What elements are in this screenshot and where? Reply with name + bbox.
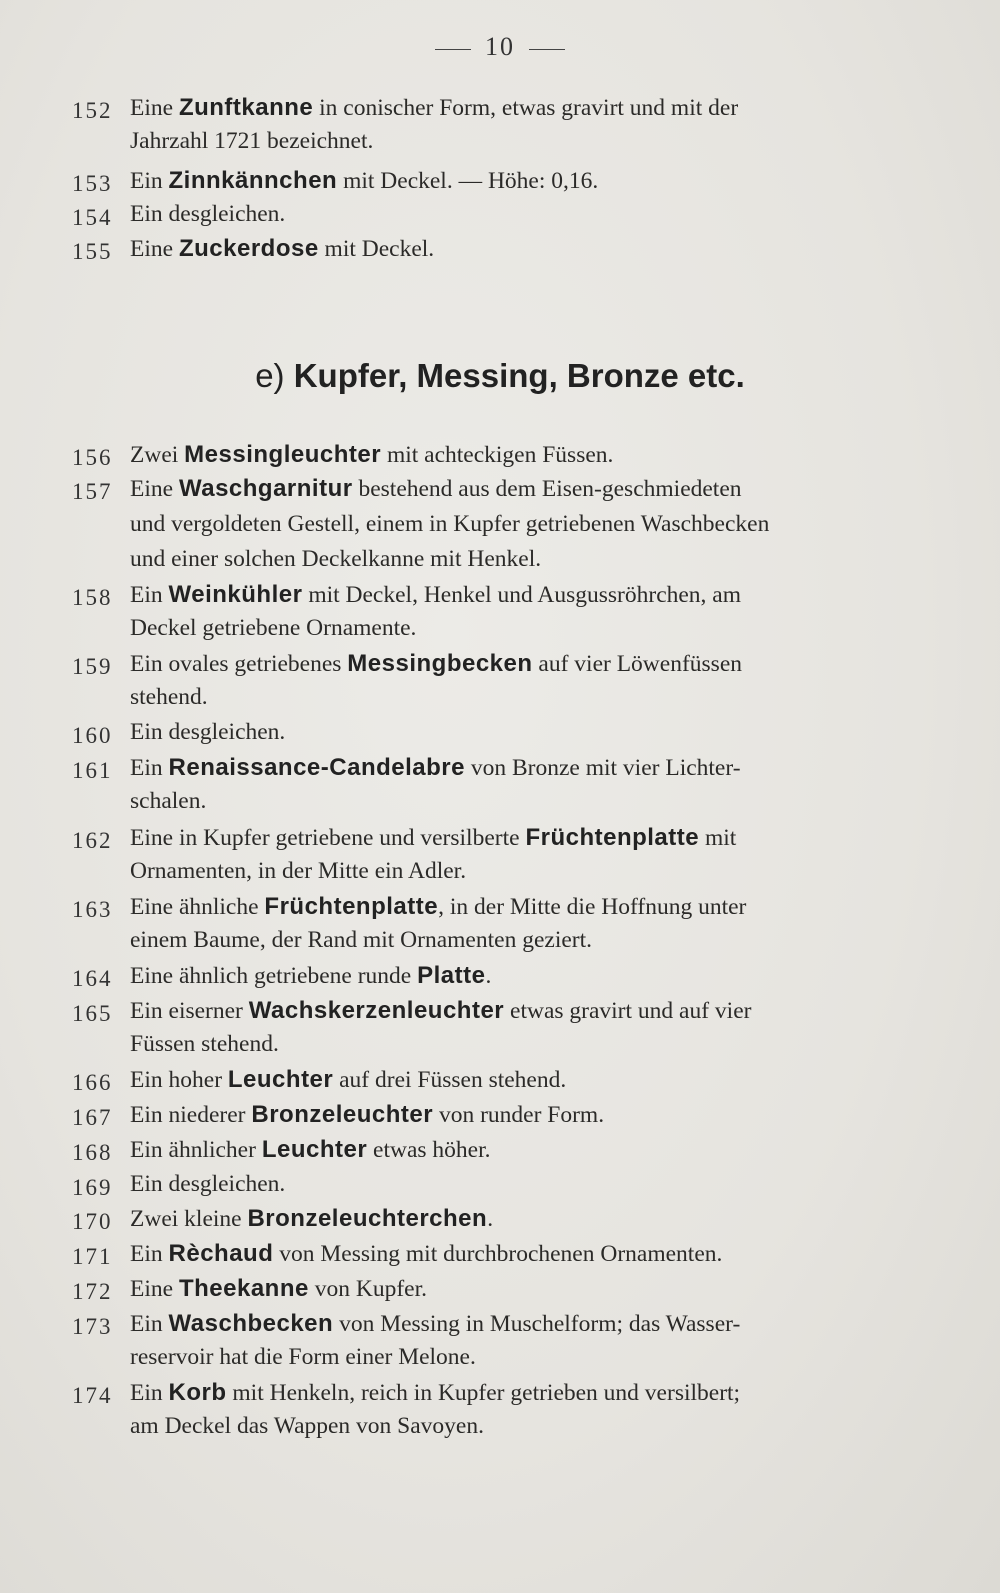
item-description: stehend.: [130, 684, 208, 710]
item-keyword: Rèchaud: [168, 1240, 274, 1267]
item-description: in conischer Form, etwas gravirt und mit der: [313, 95, 739, 121]
item-description: bestehend aus dem Eisen-geschmiedeten: [352, 476, 742, 502]
item-description: Ein ovales getriebenes: [130, 651, 348, 677]
item-description: Ein desgleichen.: [130, 1171, 286, 1197]
entry-text: [130, 1381, 740, 1406]
item-description: Zwei: [130, 442, 185, 468]
item-description: und vergoldeten Gestell, einem in Kupfer getriebenen Waschbecken: [130, 511, 770, 537]
entry-text: [130, 964, 491, 989]
item-description: mit Deckel.: [318, 236, 435, 262]
item-description: mit Deckel, Henkel und Ausgussröhrchen, am: [302, 582, 742, 608]
entry-text-continuation: [130, 513, 769, 537]
entry-text: [130, 721, 285, 745]
item-description: Ornamenten, in der Mitte ein Adler.: [130, 858, 467, 884]
item-description: Ein: [130, 755, 169, 781]
entry-text: [130, 583, 741, 608]
entry-text: [130, 1207, 493, 1232]
item-description: Füssen stehend.: [130, 1031, 279, 1057]
entry-number: 162: [72, 828, 113, 853]
entry-text: [130, 895, 746, 920]
item-keyword: Messingbecken: [347, 650, 533, 677]
entry-text-continuation: [130, 548, 541, 572]
entry-text: [130, 443, 613, 468]
entry-number: 167: [72, 1105, 113, 1130]
entry-text-continuation: [130, 1346, 476, 1370]
item-keyword: Wachskerzenleuchter: [248, 997, 505, 1024]
item-keyword: Früchtenplatte: [264, 893, 439, 920]
entry-number: 152: [72, 98, 113, 123]
entry-text-continuation: [130, 1033, 279, 1057]
entry-text: [130, 999, 751, 1024]
item-description: etwas gravirt und auf vier: [504, 998, 752, 1024]
item-description: Eine: [130, 236, 179, 262]
entry-text-continuation: [130, 686, 208, 710]
entry-text: [130, 1103, 604, 1128]
page-number: [0, 32, 1000, 62]
item-description: Ein: [130, 1241, 169, 1267]
item-description: Ein niederer: [130, 1102, 252, 1128]
item-description: Ein eiserner: [130, 998, 249, 1024]
item-keyword: Theekanne: [178, 1275, 309, 1302]
entry-text: [130, 1312, 740, 1337]
item-description: Eine ähnlich getriebene runde: [130, 963, 418, 989]
item-keyword: Zinnkännchen: [168, 167, 338, 194]
entry-text: [130, 203, 285, 227]
entry-number: 160: [72, 723, 113, 748]
entry-number: 161: [72, 758, 113, 783]
item-keyword: Bronzeleuchterchen: [247, 1205, 488, 1232]
entry-text: [130, 1173, 285, 1197]
entry-number: 173: [72, 1314, 113, 1339]
entry-number: 169: [72, 1175, 113, 1200]
item-description: , in der Mitte die Hoffnung unter: [438, 894, 747, 920]
item-keyword: Messingleuchter: [184, 441, 382, 468]
item-description: am Deckel das Wappen von Savoyen.: [130, 1413, 484, 1439]
entry-number: 158: [72, 585, 113, 610]
item-description: Ein hoher: [130, 1067, 228, 1093]
item-keyword: Leuchter: [227, 1066, 334, 1093]
item-description: Deckel getriebene Ornamente.: [130, 615, 417, 641]
entry-text: [130, 477, 742, 502]
entry-text: [130, 96, 738, 121]
section-heading: [0, 357, 1000, 395]
entry-number: 170: [72, 1209, 113, 1234]
item-keyword: Weinkühler: [168, 581, 303, 608]
item-description: Eine: [130, 476, 179, 502]
item-keyword: Bronzeleuchter: [251, 1101, 434, 1128]
entry-text: [130, 756, 741, 781]
item-description: von runder Form.: [433, 1102, 605, 1128]
entry-text: [130, 826, 736, 851]
item-description: von Messing in Muschelform; das Wasser-: [333, 1311, 741, 1337]
entry-number: 165: [72, 1001, 113, 1026]
entry-text: [130, 169, 598, 194]
section-title: Kupfer, Messing, Bronze etc.: [293, 357, 745, 394]
item-description: einem Baume, der Rand mit Ornamenten geziert.: [130, 927, 593, 953]
item-description: Ein: [130, 168, 169, 194]
item-description: von Kupfer.: [308, 1276, 427, 1302]
item-description: auf drei Füssen stehend.: [333, 1067, 567, 1093]
item-keyword: Zunftkanne: [178, 94, 314, 121]
item-description: Zwei kleine: [130, 1206, 248, 1232]
entry-text-continuation: [130, 1415, 484, 1439]
entry-text-continuation: [130, 860, 466, 884]
entry-number: 157: [72, 479, 113, 504]
item-description: .: [485, 963, 492, 989]
entry-number: 166: [72, 1070, 113, 1095]
left-dash: [435, 49, 471, 50]
item-keyword: Renaissance-Candelabre: [168, 754, 465, 781]
entry-number: 156: [72, 445, 113, 470]
entry-text-continuation: [130, 130, 373, 154]
entry-number: 159: [72, 654, 113, 679]
item-keyword: Zuckerdose: [178, 235, 319, 262]
item-description: mit Henkeln, reich in Kupfer getrieben und versilbert;: [226, 1380, 741, 1406]
item-description: Eine: [130, 1276, 179, 1302]
item-description: mit Deckel. — Höhe: 0,16.: [337, 168, 599, 194]
item-description: Eine in Kupfer getriebene und versilberte: [130, 825, 526, 851]
item-keyword: Platte: [417, 962, 486, 989]
entry-text: [130, 237, 434, 262]
entry-text-continuation: [130, 790, 206, 814]
item-description: .: [487, 1206, 494, 1232]
entry-text: [130, 652, 742, 677]
right-dash: [529, 49, 565, 50]
entry-number: 171: [72, 1244, 113, 1269]
entry-text: [130, 1242, 722, 1267]
item-description: Ein desgleichen.: [130, 719, 286, 745]
entry-number: 174: [72, 1383, 113, 1408]
item-description: mit: [699, 825, 737, 851]
entry-text-continuation: [130, 929, 592, 953]
item-description: von Messing mit durchbrochenen Ornamenten.: [273, 1241, 723, 1267]
item-description: Jahrzahl 1721 bezeichnet.: [130, 128, 374, 154]
item-keyword: Korb: [168, 1379, 227, 1406]
item-description: Ein ähnlicher: [130, 1137, 262, 1163]
item-description: auf vier Löwenfüssen: [532, 651, 743, 677]
item-description: etwas höher.: [367, 1137, 491, 1163]
item-description: und einer solchen Deckelkanne mit Henkel.: [130, 546, 542, 572]
entry-number: 163: [72, 897, 113, 922]
entry-text: [130, 1277, 427, 1302]
entry-number: 154: [72, 205, 113, 230]
item-description: Ein desgleichen.: [130, 201, 286, 227]
item-keyword: Leuchter: [261, 1136, 368, 1163]
entry-number: 164: [72, 966, 113, 991]
entry-number: 155: [72, 239, 113, 264]
item-keyword: Früchtenplatte: [525, 824, 700, 851]
entry-text: [130, 1138, 491, 1163]
entry-number: 153: [72, 171, 113, 196]
item-description: Ein: [130, 1311, 169, 1337]
item-description: Ein: [130, 1380, 169, 1406]
item-description: von Bronze mit vier Lichter-: [464, 755, 741, 781]
item-description: Eine: [130, 95, 179, 121]
entry-text: [130, 1068, 566, 1093]
item-description: schalen.: [130, 788, 207, 814]
item-keyword: Waschbecken: [168, 1310, 334, 1337]
item-description: reservoir hat die Form einer Melone.: [130, 1344, 476, 1370]
item-description: mit achteckigen Füssen.: [381, 442, 614, 468]
item-keyword: Waschgarnitur: [178, 475, 353, 502]
entry-number: 168: [72, 1140, 113, 1165]
item-description: Eine ähnliche: [130, 894, 265, 920]
page-number-text: 10: [485, 32, 515, 61]
item-description: Ein: [130, 582, 169, 608]
entry-number: 172: [72, 1279, 113, 1304]
section-letter: e): [255, 357, 285, 394]
entry-text-continuation: [130, 617, 416, 641]
